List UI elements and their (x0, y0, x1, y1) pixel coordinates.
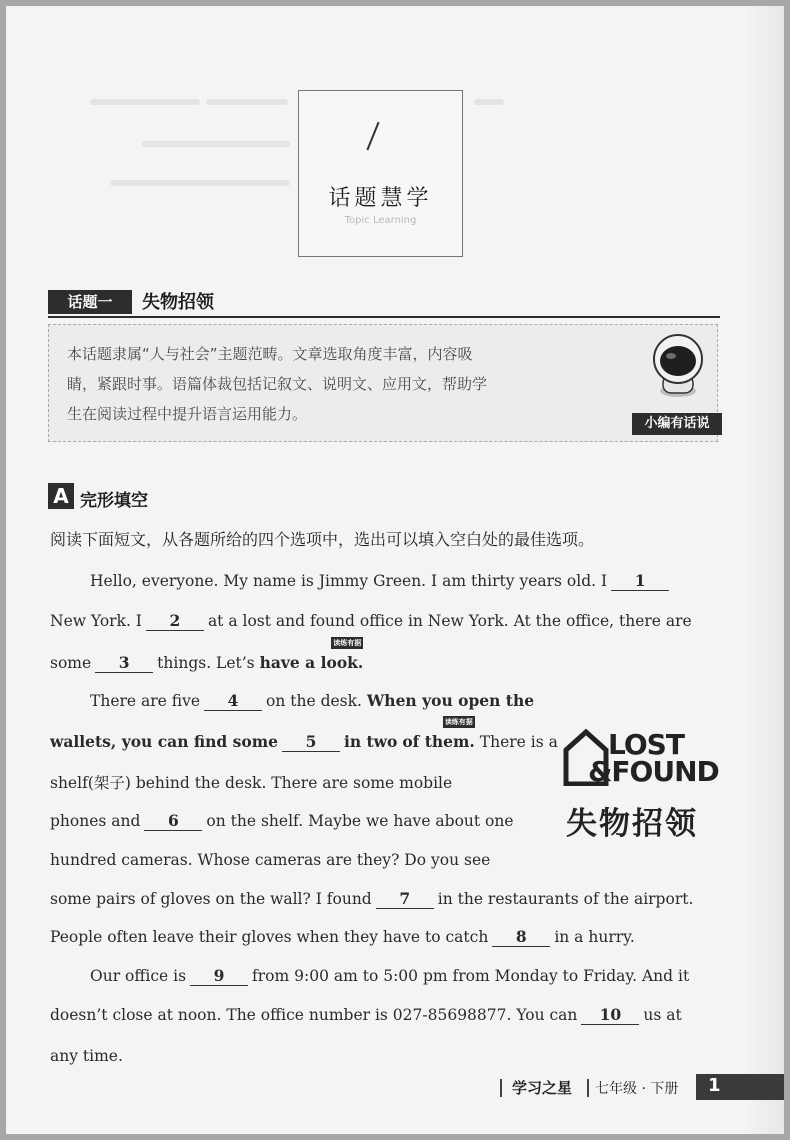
section-a-letter: A (48, 483, 74, 509)
footer-grade: 七年级 · 下册 (595, 1081, 679, 1097)
noted-phrase: 读练有据 have a look. (259, 639, 364, 672)
passage-line: hundred cameras. Whose cameras are they? Do you see (50, 851, 491, 869)
passage-line: New York. I 2 at a lost and found office in New York. At the office, there are (50, 611, 692, 630)
passage-line: Hello, everyone. My name is Jimmy Green. I am thirty years old. I 1 (90, 572, 673, 591)
faded-line (206, 99, 288, 105)
passage-line: People often leave their gloves when they have to catch 8 in a hurry. (50, 927, 635, 946)
passage-line: wallets, you can find some 5 in two 读练有据 of them. There is a (50, 718, 558, 751)
passage-line: doesn’t close at noon. The office number is 027-85698877. You can 10 us at (50, 1005, 682, 1024)
blank: 2 (146, 612, 204, 631)
blank: 8 (492, 928, 550, 947)
passage-line: some pairs of gloves on the wall? I found 7 in the restaurants of the airport. (50, 889, 694, 908)
page-number: 1 (708, 1075, 721, 1096)
intro-box (48, 324, 718, 442)
footer-book-title: 学习之星 (512, 1079, 573, 1097)
note-marker: 读练有据 (444, 718, 473, 726)
passage-line: There are five 4 on the desk. When you open the (90, 691, 535, 710)
intro-line: 生在阅读过程中提升语言运用能力。 (67, 405, 308, 423)
passage-line: phones and 6 on the shelf. Maybe we have about one (50, 811, 514, 830)
topic-learning-box (298, 90, 463, 257)
faded-line (90, 99, 200, 105)
passage-line: Our office is 9 from 9:00 am to 5:00 pm from Monday to Friday. And it (90, 966, 690, 985)
intro-text (67, 339, 627, 429)
topic-tag: 话题一 (48, 290, 132, 314)
faded-line (110, 180, 290, 186)
passage-line: some 3 things. Let’s 读练有据 have a look. (50, 639, 364, 672)
blank: 6 (144, 812, 202, 831)
slash-ornament (366, 122, 379, 150)
passage-line: shelf(架子) behind the desk. There are some mobile (50, 774, 453, 792)
blank: 7 (376, 890, 434, 909)
blank: 1 (611, 572, 669, 591)
page-number-block (696, 1074, 790, 1100)
intro-line: 本话题隶属“人与社会”主题范畴。文章选取角度丰富，内容吸 (67, 345, 473, 363)
editor-note-badge: 小编有话说 (632, 413, 722, 435)
instruction: 阅读下面短文，从各题所给的四个选项中，选出可以填入空白处的最佳选项。 (50, 530, 595, 549)
topic-title: 失物招领 (142, 292, 214, 313)
noted-phrase: 读练有据 of them. (402, 718, 475, 751)
topic-box-subtitle: Topic Learning (344, 215, 417, 226)
logo-found-text: &FOUND (588, 755, 719, 788)
logo-chinese-text: 失物招领 (566, 806, 698, 842)
section-a-title: 完形填空 (80, 491, 148, 511)
faded-line (474, 99, 504, 105)
blank: 5 (282, 733, 340, 752)
page-footer (500, 1074, 790, 1102)
heading-rule (48, 316, 720, 318)
faded-line (142, 141, 290, 147)
blank: 4 (204, 692, 262, 711)
note-marker: 读练有据 (333, 639, 362, 647)
topic-box-title: 话题慧学 (328, 186, 433, 211)
blank: 10 (581, 1006, 639, 1025)
logo-lost-text: LOST (608, 728, 684, 761)
intro-line: 睛，紧跟时事。语篇体裁包括记叙文、说明文、应用文，帮助学 (67, 375, 488, 393)
passage-line: any time. (50, 1047, 123, 1065)
lost-and-found-logo (562, 726, 719, 846)
blank: 9 (190, 967, 248, 986)
astronaut-mascot-icon (647, 331, 709, 397)
blank: 3 (95, 654, 153, 673)
